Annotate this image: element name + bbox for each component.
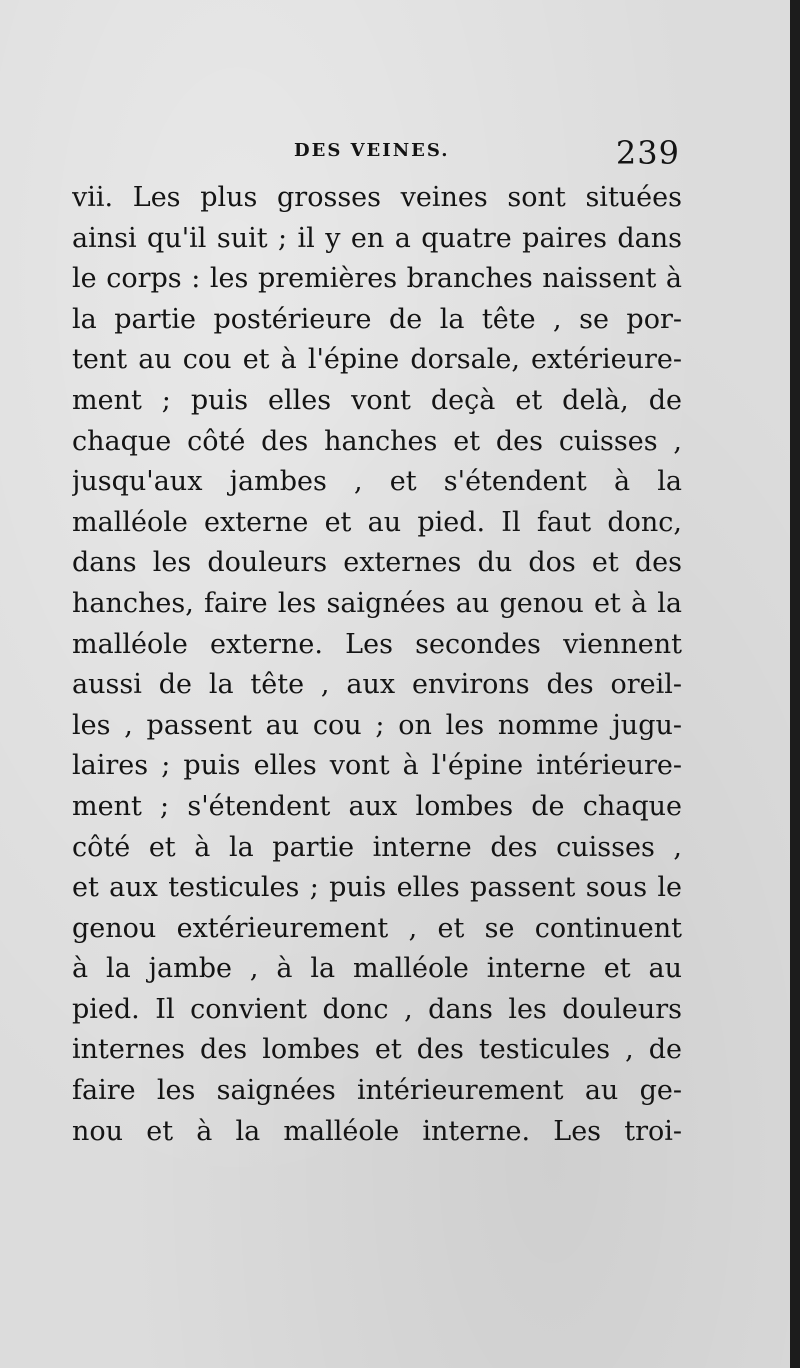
text-line: ainsi qu'il suit ; il y en a quatre paires dans xyxy=(72,222,682,254)
text-line: dans les douleurs externes du dos et des xyxy=(72,547,682,579)
text-line: nou et à la malléole interne. Les troi- xyxy=(72,1115,682,1147)
text-line: hanches, faire les saignées au genou et à la xyxy=(72,587,682,619)
text-line: malléole externe. Les secondes viennent xyxy=(72,628,682,660)
text-line: internes des lombes et des testicules , de xyxy=(72,1034,682,1066)
text-line: genou extérieurement , et se continuent xyxy=(72,912,682,944)
text-line: laires ; puis elles vont à l'épine intérieure- xyxy=(72,750,682,782)
text-line: les , passent au cou ; on les nomme jugu- xyxy=(72,709,682,741)
text-line: malléole externe et au pied. Il faut donc, xyxy=(72,506,682,538)
page-number: 239 xyxy=(615,134,680,172)
text-line: côté et à la partie interne des cuisses , xyxy=(72,831,682,863)
text-line: ment ; puis elles vont deçà et delà, de xyxy=(72,384,682,416)
text-line: aussi de la tête , aux environs des oreil- xyxy=(72,669,682,701)
running-title: DES VEINES. xyxy=(294,140,450,161)
text-line: à la jambe , à la malléole interne et au xyxy=(72,953,682,985)
text-line: chaque côté des hanches et des cuisses , xyxy=(72,425,682,457)
text-line: faire les saignées intérieurement au ge- xyxy=(72,1075,682,1107)
text-line: vii. Les plus grosses veines sont situées xyxy=(72,182,682,213)
page-edge-shadow xyxy=(790,0,800,1368)
text-line: le corps : les premières branches naissent à xyxy=(72,263,682,295)
text-line: tent au cou et à l'épine dorsale, extérieure- xyxy=(72,344,682,376)
text-line: ment ; s'étendent aux lombes de chaque xyxy=(72,790,682,822)
text-line: la partie postérieure de la tête , se por- xyxy=(72,303,682,335)
text-line: jusqu'aux jambes , et s'étendent à la xyxy=(72,466,682,498)
text-line: et aux testicules ; puis elles passent sous le xyxy=(72,872,682,904)
text-line: pied. Il convient donc , dans les douleurs xyxy=(72,993,682,1025)
body-text xyxy=(72,178,682,1152)
running-head xyxy=(72,134,680,174)
